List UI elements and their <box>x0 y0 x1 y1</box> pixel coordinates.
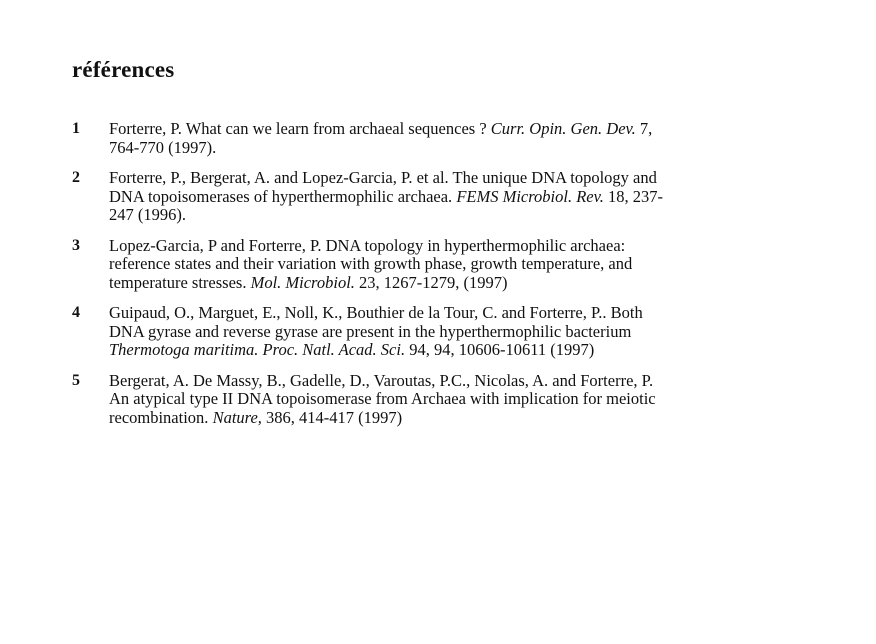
reference-text <box>109 169 792 225</box>
reference-number: 5 <box>72 371 80 389</box>
reference-line <box>109 206 792 225</box>
reference-line <box>109 409 792 428</box>
reference-line <box>109 390 792 409</box>
reference-line <box>109 255 792 274</box>
reference-number: 3 <box>72 236 80 254</box>
citation-text: Bergerat, A. De Massy, B., Gadelle, D., Varoutas, P.C., Nicolas, A. and Forterre, P. <box>109 370 654 390</box>
reference-text <box>109 120 792 157</box>
reference-line <box>109 323 792 342</box>
reference-line <box>109 169 792 188</box>
journal-title: Thermotoga maritima. Proc. Natl. Acad. Sci. <box>109 340 406 359</box>
reference-item <box>72 304 792 360</box>
journal-title: Nature, <box>212 407 262 427</box>
reference-text <box>109 237 792 293</box>
citation-text: 18, 237- <box>603 186 663 206</box>
citation-text: 7, <box>635 119 653 138</box>
reference-text <box>109 304 792 360</box>
citation-text: 94, 94, 10606-10611 (1997) <box>405 340 595 359</box>
citation-text: DNA topoisomerases of hyperthermophilic archaea. <box>109 186 457 206</box>
reference-line <box>109 341 792 360</box>
citation-text: 386, 414-417 (1997) <box>261 407 403 427</box>
journal-title: Mol. Microbiol. <box>250 272 355 292</box>
citation-text: Lopez-Garcia, P and Forterre, P. DNA topology in hyperthermophilic archaea: <box>109 235 626 255</box>
citation-text: reference states and their variation with growth phase, growth temperature, and <box>109 254 633 273</box>
citation-text: temperature stresses. <box>109 272 251 292</box>
reference-line <box>109 188 792 207</box>
reference-item <box>72 120 792 157</box>
citation-text: Forterre, P. What can we learn from archaeal sequences ? <box>109 119 491 138</box>
reference-number: 1 <box>72 120 80 137</box>
journal-title: FEMS Microbiol. Rev. <box>456 186 604 206</box>
citation-text: Guipaud, O., Marguet, E., Noll, K., Bouthier de la Tour, C. and Forterre, P.. Both <box>109 303 643 322</box>
citation-text: An atypical type II DNA topoisomerase from Archaea with implication for meiotic <box>109 389 656 408</box>
reference-text <box>109 372 792 428</box>
reference-line <box>109 120 792 139</box>
reference-line <box>109 304 792 323</box>
page-title: références <box>72 57 175 82</box>
reference-line <box>109 372 792 391</box>
reference-number: 2 <box>72 169 80 186</box>
reference-line <box>109 139 792 158</box>
reference-number: 4 <box>72 304 80 321</box>
journal-title: Curr. Opin. Gen. Dev. <box>490 119 636 138</box>
citation-text: recombination. <box>109 407 213 427</box>
citation-text: 247 (1996). <box>109 205 186 224</box>
citation-text: DNA gyrase and reverse gyrase are present in the hyperthermophilic bacterium <box>109 321 632 341</box>
reference-item <box>72 169 792 225</box>
reference-line <box>109 237 792 256</box>
citation-text: Forterre, P., Bergerat, A. and Lopez-Garcia, P. et al. The unique DNA topology and <box>109 168 657 187</box>
reference-item <box>72 237 792 293</box>
citation-text: 23, 1267-1279, (1997) <box>354 272 508 292</box>
reference-list <box>72 120 792 439</box>
citation-text: 764-770 (1997). <box>109 137 217 157</box>
reference-item <box>72 372 792 428</box>
reference-line <box>109 274 792 293</box>
